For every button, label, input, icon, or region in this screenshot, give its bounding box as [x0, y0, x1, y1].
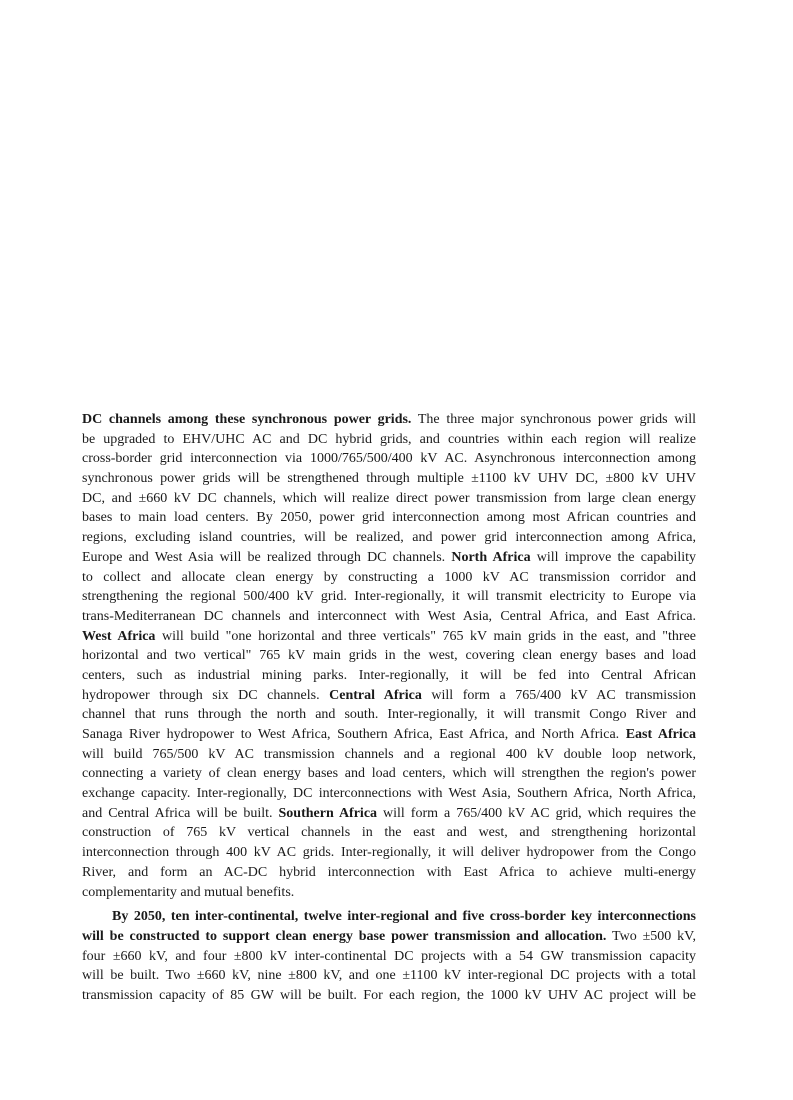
text: four ±660 kV, and four ±800 kV inter-continental DC projects with a 54 GW transmission capacity [82, 948, 696, 964]
text: trans-Mediterranean DC channels and interconnect with West Asia, Central Africa, and East Africa. [82, 608, 696, 624]
text-line [82, 430, 696, 450]
text: complementarity and mutual benefits. [82, 884, 295, 900]
bold-text: North Africa [451, 549, 531, 565]
text-line [82, 646, 696, 666]
text-line [82, 927, 696, 947]
text: Two ±500 kV, [606, 928, 696, 944]
bold-text: West Africa [82, 628, 156, 644]
text: be upgraded to EHV/UHC AC and DC hybrid grids, and countries within each region will realize [82, 431, 696, 447]
text: construction of 765 kV vertical channels in the east and west, and strengthening horizontal [82, 825, 696, 841]
text: will build "one horizontal and three verticals" 765 kV main grids in the east, and "three [155, 628, 696, 644]
paragraph [82, 907, 696, 1005]
text-line [82, 410, 696, 430]
text: to collect and allocate clean energy by constructing a 1000 kV AC transmission corridor and [82, 569, 696, 585]
text: will form a 765/400 kV AC transmission [421, 687, 696, 703]
text-line [82, 745, 696, 765]
text-line [82, 627, 696, 647]
text-line [82, 705, 696, 725]
text: will build 765/500 kV AC transmission channels and a regional 400 kV double loop network, [82, 746, 696, 762]
text: will be built. Two ±660 kV, nine ±800 kV, and one ±1100 kV inter-regional DC projects with a total [82, 968, 696, 984]
text: synchronous power grids will be strengthened through multiple ±1100 kV UHV DC, ±800 kV UHV [82, 471, 696, 487]
text-line [82, 947, 696, 967]
text: regions, excluding island countries, will be realized, and power grid interconnection among Africa, [82, 530, 696, 546]
bold-text: Southern Africa [278, 805, 378, 821]
text-line [82, 607, 696, 627]
text-line [82, 863, 696, 883]
bold-text: East Africa [625, 727, 696, 742]
text-line [82, 528, 696, 548]
text: transmission capacity of 85 GW will be built. For each region, the 1000 kV UHV AC project will be [82, 987, 696, 1003]
text-line [82, 508, 696, 528]
text: DC, and ±660 kV DC channels, which will realize direct power transmission from large clean energy [82, 490, 696, 506]
text: bases to main load centers. By 2050, power grid interconnection among most African countries and [82, 510, 696, 526]
text: horizontal and two vertical" 765 kV main grids in the west, covering clean energy bases and load [82, 648, 696, 664]
text-line [82, 686, 696, 706]
text-line [82, 764, 696, 784]
text-line [82, 883, 696, 903]
bold-text: DC channels among these synchronous power grids. [82, 412, 412, 427]
text: will improve the capability [530, 549, 696, 565]
text-line [82, 907, 696, 927]
bold-text: By 2050, ten inter-continental, twelve inter-regional and five cross-border key interconnections [112, 909, 696, 925]
text: The three major synchronous power grids will [411, 412, 696, 427]
text: interconnection through 400 kV AC grids. Inter-regionally, it will deliver hydropower from the Congo [82, 845, 696, 861]
text: River, and form an AC-DC hybrid interconnection with East Africa to achieve multi-energy [82, 864, 696, 880]
document-body [82, 410, 696, 1006]
text: Europe and West Asia will be realized through DC channels. [82, 549, 452, 565]
text-line [82, 587, 696, 607]
bold-text: Central Africa [329, 687, 422, 703]
text-line [82, 489, 696, 509]
text-line [82, 843, 696, 863]
bold-text: will be constructed to support clean energy base power transmission and allocation. [82, 928, 607, 944]
text-line [82, 548, 696, 568]
text-line [82, 725, 696, 745]
text: centers, such as industrial mining parks. Inter-regionally, it will be fed into Central African [82, 667, 696, 683]
paragraph [82, 410, 696, 902]
text: Sanaga River hydropower to West Africa, Southern Africa, East Africa, and North Africa. [82, 727, 626, 742]
text-line [82, 666, 696, 686]
text: and Central Africa will be built. [82, 805, 279, 821]
text-line [82, 823, 696, 843]
text: exchange capacity. Inter-regionally, DC interconnections with West Asia, Southern Africa, North Africa, [82, 786, 696, 802]
text: channel that runs through the north and south. Inter-regionally, it will transmit Congo River and [82, 707, 696, 723]
text: hydropower through six DC channels. [82, 687, 330, 703]
text-line [82, 449, 696, 469]
text-line [82, 568, 696, 588]
text-line [82, 469, 696, 489]
text: will form a 765/400 kV AC grid, which requires the [377, 805, 696, 821]
text: connecting a variety of clean energy bases and load centers, which will strengthen the region's power [82, 766, 696, 782]
text: cross-border grid interconnection via 1000/765/500/400 kV AC. Asynchronous interconnection among [82, 451, 696, 467]
text-line [82, 784, 696, 804]
text-line [82, 966, 696, 986]
text-line [82, 804, 696, 824]
text: strengthening the regional 500/400 kV grid. Inter-regionally, it will transmit electricity to Europe via [82, 589, 696, 605]
text-line [82, 986, 696, 1006]
